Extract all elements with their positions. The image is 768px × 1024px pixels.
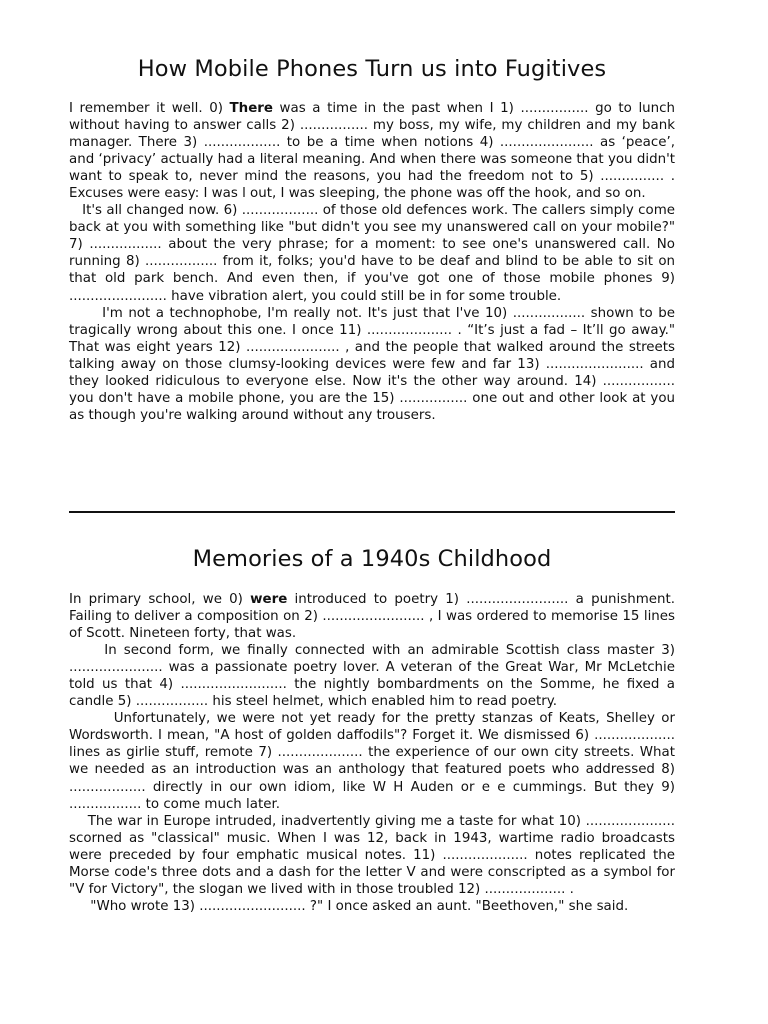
example-answer: were xyxy=(250,592,288,607)
section-divider xyxy=(69,511,675,513)
article-1-title: How Mobile Phones Turn us into Fugitives xyxy=(137,56,607,82)
example-answer: There xyxy=(229,101,273,116)
indent xyxy=(69,814,88,829)
indent xyxy=(69,643,104,658)
paragraph-text: The war in Europe intruded, inadvertently giving me a taste for what 10) ..................... scorned as "classical" music. When I was 12, back in 1943, wartime radio broadcasts were preceded by four emphatic musical notes. 11) .................... notes replicated the Morse code's three dots and a dash for the letter V and were conscripted as a symbol for "V for Victory", the slogan we lived with in those troubled 12) ................... . xyxy=(69,813,676,897)
article-1-paragraph-2 xyxy=(69,202,675,304)
paragraph-text-post: introduced to poetry 1) ........................ a punishment. Failing to deliver a composition on 2) ........................ , I was ordered to memorise 15 lines of Scott. Nineteen forty, that was. xyxy=(69,592,675,642)
paragraph-text-post: was a time in the past when I 1) ................ go to lunch without having to answer calls 2) ................ my boss, my wife, my children and my bank manager. There 3) .................. to be a time when notions 4) ...................... as ‘peace’, and ‘privacy’ actually had a literal meaning. And when there was someone that you didn't want to speak to, never mind the reasons, you had the freedom not to 5) ............... . Excuses were easy: I was l out, I was sleeping, the phone was off the hook, and so on. xyxy=(69,101,675,202)
indent xyxy=(69,203,82,218)
article-2-title: Memories of a 1940s Childhood xyxy=(192,546,552,572)
paragraph-text-pre: In primary school, we 0) xyxy=(69,592,251,607)
indent xyxy=(69,306,102,321)
article-1-paragraph-1 xyxy=(69,100,675,202)
article-1-body xyxy=(69,100,675,424)
indent xyxy=(69,899,90,914)
paragraph-text: I'm not a technophobe, I'm really not. It's just that I've 10) ................. shown to be tragically wrong about this one. I once 11) .................... . “It’s just a fad – It’ll go away." That was eight years 12) ...................... , and the people that walked around the streets talking away on those clumsy-looking devices were few and far 13) ....................... and they looked ridiculous to everyone else. Now it's the other way around. 14) ................. you don't have a mobile phone, you are the 15) ................ one out and other look at you as though you're walking around without any trousers. xyxy=(69,305,675,423)
article-2-body xyxy=(69,591,675,915)
paragraph-text: "Who wrote 13) ......................... ?" I once asked an aunt. "Beethoven," she said. xyxy=(90,898,629,914)
paragraph-text-pre: I remember it well. 0) xyxy=(69,101,230,116)
article-2-paragraph-4 xyxy=(69,813,675,898)
paragraph-text: Unfortunately, we were not yet ready for the pretty stanzas of Keats, Shelley or Wordsworth. I mean, "A host of golden daffodils"? Forget it. We dismissed 6) ................... lines as girlie stuff, remote 7) .................... the experience of our own city streets. What we needed as an introduction was an anthology that featured poets who addressed 8) .................. directly in our own idiom, like W H Auden or e e cummings. But they 9) ................. to come much later. xyxy=(69,711,675,812)
article-2-paragraph-2 xyxy=(69,642,675,710)
article-2-paragraph-1 xyxy=(69,591,675,642)
article-2-paragraph-3 xyxy=(69,710,675,812)
article-1-paragraph-3 xyxy=(69,305,675,424)
paragraph-text: It's all changed now. 6) .................. of those old defences work. The callers simply come back at you with something like "but didn't you see my unanswered call on your mobile?" 7) ................. about the very phrase; for a moment: to see one's unanswered call. No running 8) ................. from it, folks; you'd have to be deaf and blind to be able to sit on that old park bench. And even then, if you've got one of those mobile phones 9) ....................... have vibration alert, you could still be in for some trouble. xyxy=(69,203,675,304)
indent xyxy=(69,711,114,726)
paragraph-text: In second form, we finally connected with an admirable Scottish class master 3) ...................... was a passionate poetry lover. A veteran of the Great War, Mr McLetchie told us that 4) ......................... the nightly bombardments on the Somme, he fixed a candle 5) ................. his steel helmet, which enabled him to read poetry. xyxy=(69,643,675,710)
article-2-paragraph-5 xyxy=(69,898,675,915)
